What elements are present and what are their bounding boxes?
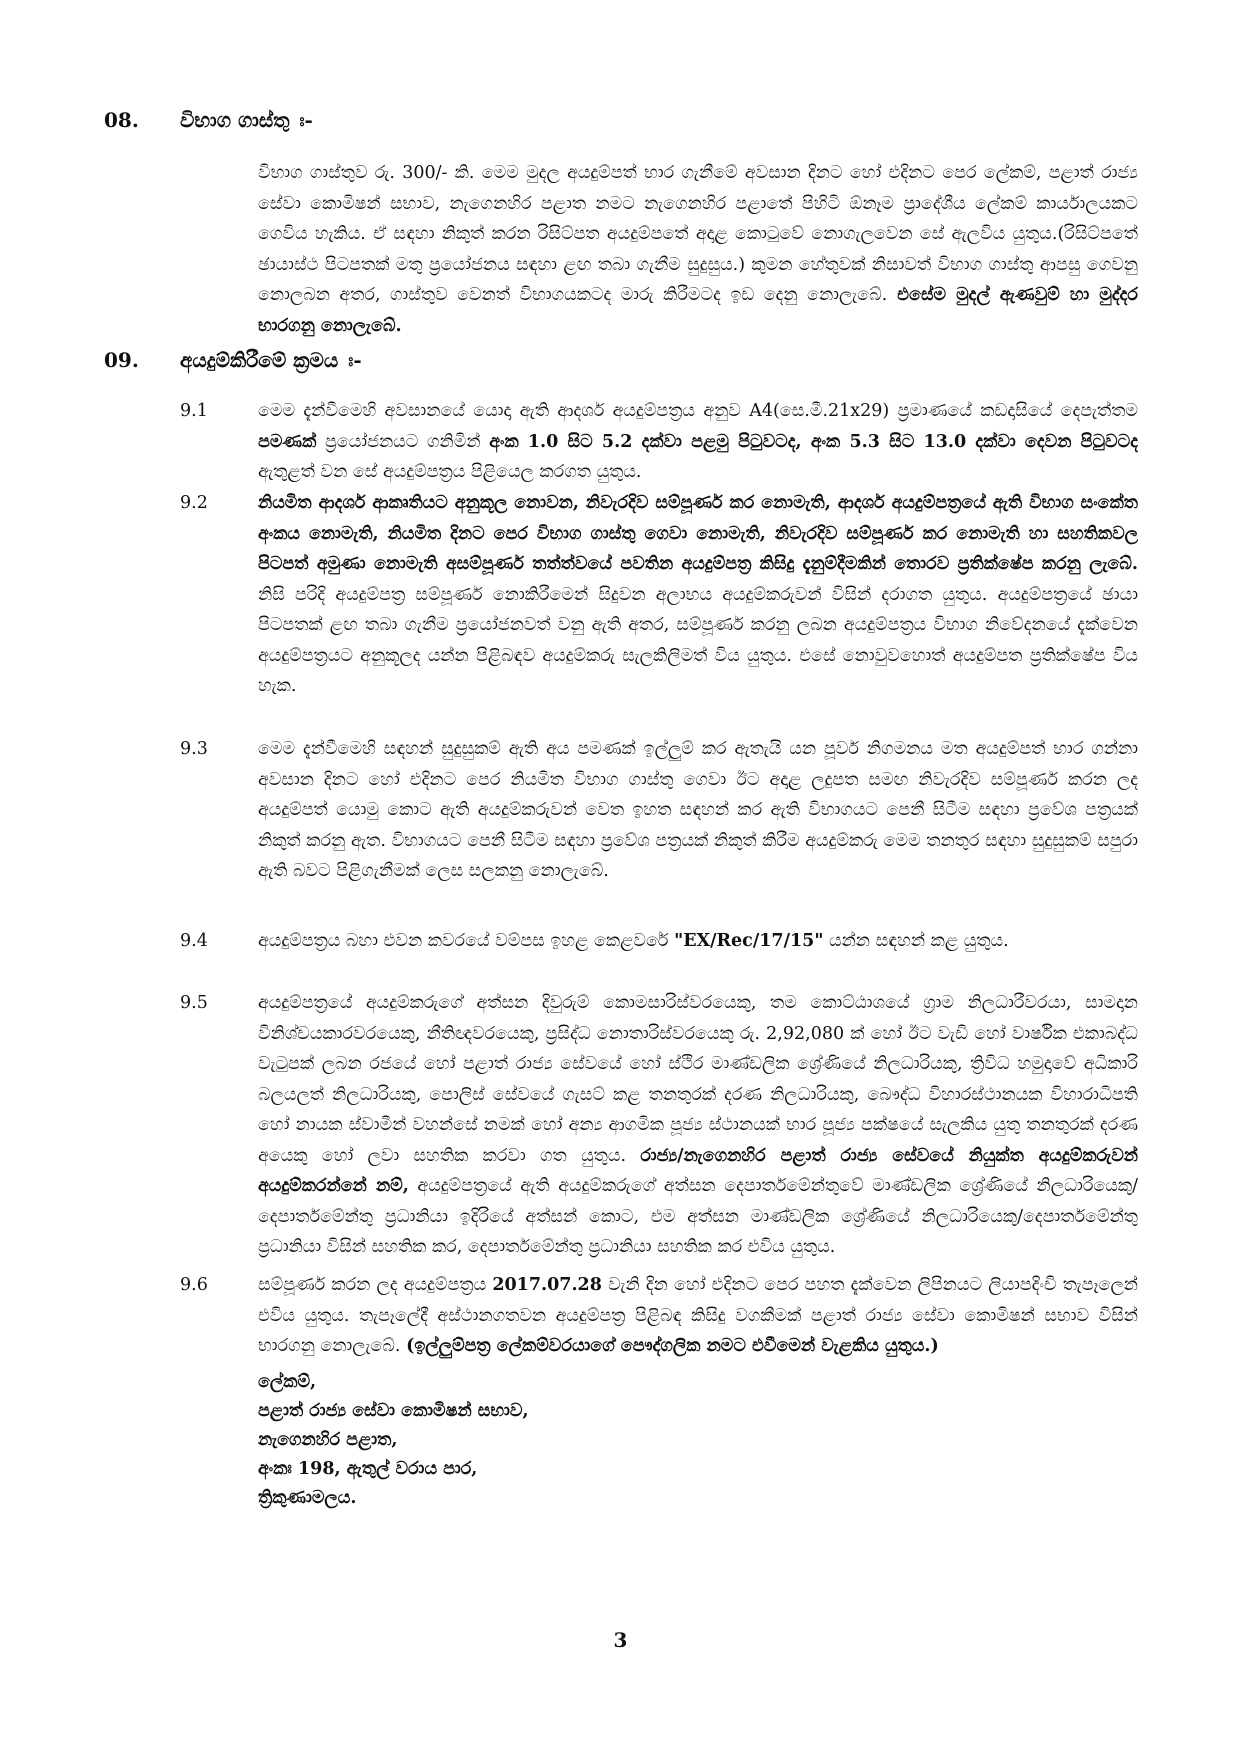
item-9-5-text: අයදුම්පත්‍රයේ අයදුම්කරුගේ අත්සන දිවුරුම් කොමසාරිස්වරයෙකු, තම කොට්ඨාශයේ ග්‍රාම නිලධාරීවරයා, සාමදාන විනිශ්චයකාරවරයෙකු, නීතිඥවරයෙකු, ප්‍රසිද්ධ නොතාරිස්වරයෙකු රු. 2,92,080 ක් හෝ ඊට වැඩි හෝ වාර්ෂික එකාබද්ධ වැටුපක් ලබන රජයේ හෝ පළාත් රාජ්‍ය සේවයේ හෝ ස්ථිර මාණ්ඩලික ශ්‍රේණියේ නිලධාරියකු, ත්‍රිවිධ හමුදාවේ අධිකාරි බලයලත් නිලධාරියකු, පොලිස් සේවයේ ගැසට් කළ තනතුරක් දරණ නිලධාරියකු, බෞද්ධ විහාරස්ථානයක විහාරාධිපති හෝ නායක ස්වාමීන් වහන්සේ නමක් හෝ අන්‍ය ආගමික පූජ්‍ය ස්ථානයක් භාර පූජ්‍ය පක්ෂයේ සැලකිය යුතු තනතුරක් දරණ අයෙකු හෝ ලවා සහතික කරවා ගත යුතුය. රාජ්‍ය/නැගෙනහිර පළාත් රාජ්‍ය සේවයේ නියුක්ත අයදුම්කරුවන් අයදුම්කරන්නේ නම්, අයදුම්පත්‍රයේ ඇති අයදුම්කරුගේ අත්සන දෙපාර්තමේන්තුවේ මාණ්ඩලික ශ්‍රේණියේ නිලධාරියෙකු/දෙපාර්තමේන්තු ප්‍රධානියා ඉදිරියේ අත්සන් කොට, එම අත්සන මාණ්ඩලික ශ්‍රේණියේ නිලධාරියෙකු/දෙපාර්තමේන්තු ප්‍රධානියා විසින් සහතික කර, දෙපාර්තමේන්තු ප්‍රධානියා සහතික කර එවිය යුතුය.	[258, 993, 1138, 1257]
section-08-paragraph	[258, 158, 1138, 341]
section-title: අයදුම්කිරීමේ ක්‍රමය ඃ-	[180, 348, 362, 372]
address-line: අංකඃ 198, ඇතුල් වරාය පාර,	[258, 1459, 478, 1479]
page-number: 3	[613, 1628, 628, 1652]
address-block	[258, 1368, 858, 1513]
section-number: 08.	[104, 108, 139, 132]
item-9-4-text: අයදුම්පත්‍රය බහා එවන කවරයේ වම්පස ඉහළ කෙළවරේ "EX/Rec/17/15" යන්න සඳහන් කළ යුතුය.	[258, 931, 1009, 951]
section-number: 09.	[104, 348, 139, 372]
item-9-6-number: 9.6	[180, 1275, 208, 1295]
item-9-3-number: 9.3	[180, 739, 208, 759]
item-9-1-text: මෙම දැන්වීමෙහි අවසානයේ යොදා ඇති ආදර්ශ අයදුම්පත්‍රය අනුව A4(සෙ.මී.21x29) ප්‍රමාණයේ කඩදාසියේ දෙපැත්තම පමණක් ප්‍රයෝජනයට ගනිමින් අංක 1.0 සිට 5.2 දක්වා පළමු පිටුවටද, අංක 5.3 සිට 13.0 දක්වා දෙවන පිටුවටද ඇතුළත් වන සේ අයදුම්පත්‍රය පිළියෙල කරගත යුතුය.	[258, 401, 1138, 482]
item-9-3-text: මෙම දැන්වීමෙහි සඳහන් සුදුසුකම් ඇති අය පමණක් ඉල්ලුම් කර ඇතැයි යන පූර්ව නිගමනය මත අයදුම්පත් භාර ගන්නා අවසාන දිනට හෝ එදිනට පෙර නියමිත විභාග ගාස්තු ගෙවා ඊට අදාළ ලදුපත සමඟ නිවැරදිව සම්පූර්ණ කරන ලද අයදුම්පත් යොමු කොට ඇති අයදුම්කරුවන් වෙත ඉහත සඳහන් කර ඇති විභාගයට පෙනී සිටීම සඳහා ප්‍රවේශ පත්‍රයක් නිකුත් කරනු ඇත. විභාගයට පෙනී සිටීම සඳහා ප්‍රවේශ පත්‍රයක් නිකුත් කිරීම අයදුම්කරු මෙම තනතුර සඳහා සුදුසුකම් සපුරා ඇති බවට පිළිගැනීමක් ලෙස සලකනු නොලැබේ.	[258, 739, 1138, 881]
address-line: පළාත් රාජ්‍ය සේවා කොමිෂන් සභාව,	[258, 1401, 529, 1421]
fee-text: විභාග ගාස්තුව රු. 300/- කි. මෙම මුදල අයදුම්පත් භාර ගැනීමේ අවසාන දිනට හෝ එදිනට පෙර ලේකම්, පළාත් රාජ්‍ය සේවා කොමිෂන් සභාව, නැගෙනහිර පළාත නමට නැගෙනහිර පළාතේ පිහිටි ඕනෑම ප්‍රාදේශීය ලේකම් කාර්යාලයකට ගෙවිය හැකිය. ඒ සඳහා නිකුත් කරන රිසිට්පත අයදුම්පතේ අදාළ කොටුවේ නොගැලවෙන සේ ඇලවිය යුතුය.(රිසිට්පතේ ඡායාස්ථ පිටපතක් මතු ප්‍රයෝජනය සඳහා ළඟ තබා ගැනීම සුදුසුය.) කුමන හේතුවක් නිසාවත් විභාග ගාස්තු ආපසු ගෙවනු නොලබන අතර, ගාස්තුව වෙනත් විභාගයකටද මාරු කිරීමටද ඉඩ දෙනු නොලැබේ.	[258, 163, 1138, 305]
address-line: ත්‍රිකුණාමලය.	[258, 1488, 357, 1508]
item-9-2-text: නියමිත ආදර්ශ ආකෘතියට අනුකූල නොවන, නිවැරදිව සම්පූර්ණ කර නොමැති, ආදර්ශ අයදුම්පත්‍රයේ ඇති විභාග සංකේත අංකය නොමැති, නියමිත දිනට පෙර විභාග ගාස්තු ගෙවා නොමැති, නිවැරදිව සම්පූර්ණ කර නොමැති හා සහතිකවල පිටපත් අමුණා නොමැති අසම්පූර්ණ තත්ත්වයේ පවතින අයදුම්පත්‍ර කිසිදු දැනුම්දීමකින් තොරව ප්‍රතික්ෂේප කරනු ලැබේ. නිසි පරිදි අයදුම්පත්‍ර සම්පූර්ණ නොකිරීමෙන් සිදුවන අලාභය අයදුම්කරුවන් විසින් දරාගත යුතුය. අයදුම්පත්‍රයේ ඡායා පිටපතක් ළඟ තබා ගැනීම ප්‍රයෝජනවත් වනු ඇති අතර, සම්පූර්ණ කරනු ලබන අයදුම්පත්‍රය විභාග නිවේදනයේ දැක්වෙන අයදුම්පත්‍රයට අනුකූලද යන්න පිළිබඳව අයදුම්කරු සැලකිලිමත් විය යුතුය. එසේ නොවුවහොත් අයදුම්පත ප්‍රතික්ෂේප විය හැක.	[258, 493, 1138, 696]
item-9-2-number: 9.2	[180, 493, 208, 513]
item-9-5-number: 9.5	[180, 993, 208, 1013]
section-title: විභාග ගාස්තු ඃ-	[180, 108, 313, 132]
fee-text-bold: එසේම මුදල් ඇණවුම් හා මුද්දර භාරගනු නොලැබේ.	[258, 285, 1139, 336]
address-line: ලේකම්,	[258, 1372, 317, 1392]
item-9-6-text: සම්පූර්ණ කරන ලද අයදුම්පත්‍රය 2017.07.28 වැනි දින හෝ එදිනට පෙර පහත දැක්වෙන ලිපිනයට ලියාපදිංචි තැපෑලෙන් එවිය යුතුය. තැපෑලේදී අස්ථානගතවන අයදුම්පත්‍ර පිළිබඳ කිසිදු වගකීමක් පළාත් රාජ්‍ය සේවා කොමිෂන් සභාව විසින් භාරගනු නොලැබේ. (ඉල්ලුම්පත්‍ර ලේකම්වරයාගේ පෞද්ගලික නමට එවීමෙන් වැළකිය යුතුය.)	[258, 1275, 1139, 1356]
item-9-4-number: 9.4	[180, 931, 208, 951]
address-line: නැගෙනහිර පළාත,	[258, 1430, 398, 1450]
item-9-1-number: 9.1	[180, 401, 208, 421]
